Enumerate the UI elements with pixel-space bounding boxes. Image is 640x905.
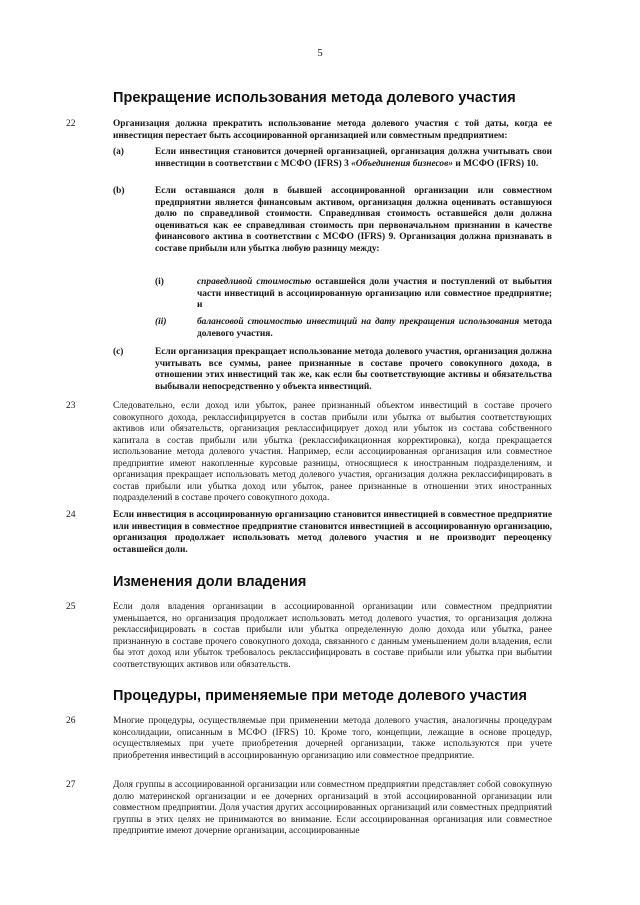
- list-text: Если организация прекращает использование метода долевого участия, организация должна учитывать все суммы, ранее признанные в составе прочего совокупного дохода, в отношении этих инвестиций так же, как если бы соответствующие активы и обязательства выбывали непосредственно у объекта инвестиций.: [155, 347, 552, 392]
- section-title-discontinuing: Прекращение использования метода долевого участия: [113, 90, 516, 106]
- section-title-ownership-changes: Изменения доли владения: [113, 574, 307, 590]
- paragraph-text: Доля группы в ассоциированной организации или совместном предприятии представляет собой совокупную долю материнской организации и ее дочерних организаций в этой ассоциированной организации или совместном предприятии. Доля участия других ассоциированных организаций или совместных предприятий группы в этих целях не принимаются во внимание. Если ассоциированная организация или совместное предприятие имеют дочерние организации, ассоциированные: [113, 780, 552, 836]
- paragraph-26: [66, 716, 552, 762]
- list-label: (c): [113, 347, 124, 357]
- list-item-b-ii: [155, 317, 552, 340]
- paragraph-25: [66, 602, 552, 671]
- list-item-c: [113, 347, 552, 393]
- paragraph-24: [66, 510, 552, 556]
- section-title-procedures: Процедуры, применяемые при методе долевого участия: [113, 688, 527, 704]
- list-item-b-i: [155, 277, 552, 312]
- list-text: балансовой стоимостью инвестиций на дату прекращения использования метода долевого участия.: [197, 317, 552, 339]
- paragraph-text: Многие процедуры, осуществляемые при применении метода долевого участия, аналогичны процедурам консолидации, описанным в МСФО (IFRS) 10. Кроме того, концепции, лежащие в основе процедур, осуществляемых при учете приобретения дочерней организации, также используются при учете приобретения инвестиций в ассоциированную организацию или совместное предприятие.: [113, 716, 552, 761]
- list-text: Если инвестиция становится дочерней организацией, организация должна учитывать свои инвестиции в соответствии с МСФО (IFRS) 3 «Объединения бизнесов» и МСФО (IFRS) 10.: [155, 147, 552, 169]
- paragraph-number: 23: [66, 401, 76, 411]
- list-item-a: [113, 147, 552, 170]
- paragraph-number: 22: [66, 119, 76, 129]
- list-label: (a): [113, 147, 124, 157]
- list-label: (ii): [155, 317, 167, 327]
- paragraph-23: [66, 401, 552, 505]
- paragraph-27: [66, 780, 552, 838]
- paragraph-number: 27: [66, 780, 76, 790]
- page-number: 5: [317, 47, 323, 59]
- paragraph-text: Организация должна прекратить использование метода долевого участия с той даты, когда ее инвестиция перестает быть ассоциированной организацией или совместным предприятием:: [113, 119, 552, 141]
- paragraph-number: 24: [66, 510, 76, 520]
- paragraph-text: Если доля владения организации в ассоциированной организации или совместном предприятии уменьшается, но организация продолжает использовать метод долевого участия, то организация должна реклассифицировать в состав прибыли или убытка определенную долю дохода или убытка, ранее признанную в составе прочего совокупного дохода, связанного с данным уменьшением доли владения, если бы этот доход или убыток требовалось реклассифицировать в составе прибыли или убытка при выбытии соответствующих активов или обязательств.: [113, 602, 552, 670]
- list-text: справедливой стоимостью оставшейся доли участия и поступлений от выбытия части инвестиций в ассоциированную организацию или совместное предприятие; и: [197, 277, 552, 310]
- list-label: (i): [155, 277, 164, 287]
- paragraph-text: Если инвестиция в ассоциированную организацию становится инвестицией в совместное предприятие или инвестиция в совместное предприятие становится инвестицией в ассоциированную организацию, организация продолжает использовать метод долевого участия и не производит переоценку оставшейся доли.: [113, 510, 552, 555]
- paragraph-22: [66, 119, 552, 142]
- list-text: Если оставшаяся доля в бывшей ассоциированной организации или совместном предприятии является финансовым активом, организация должна оценивать оставшуюся долю по справедливой стоимости. Справедливая стоимость оставшейся доли должна оцениваться как ее справедливая стоимость при первоначальном признании в качестве финансового актива в соответствии с МСФО (IFRS) 9. Организация должна признавать в составе прибыли или убытка любую разницу между:: [155, 186, 552, 254]
- paragraph-number: 25: [66, 602, 76, 612]
- paragraph-number: 26: [66, 716, 76, 726]
- paragraph-text: Следовательно, если доход или убыток, ранее признанный объектом инвестиций в составе прочего совокупного дохода, реклассифицируется в состав прибыли или убытка от выбытия соответствующих активов или обязательств, организация реклассифицирует доход или убыток из состава собственного капитала в состав прибыли или убытка (реклассификационная корректировка), когда прекращается использование метода долевого участия. Например, если ассоциированная организация или совместное предприятие имеют накопленные курсовые разницы, относящиеся к иностранным подразделениям, и организация прекращает использовать метод долевого участия, организация должна реклассифицировать в состав прибыли или убытка доход или убыток, ранее признанные в отношении этих иностранных подразделений в составе прочего совокупного дохода.: [113, 401, 552, 503]
- list-item-b: [113, 186, 552, 255]
- list-label: (b): [113, 186, 125, 196]
